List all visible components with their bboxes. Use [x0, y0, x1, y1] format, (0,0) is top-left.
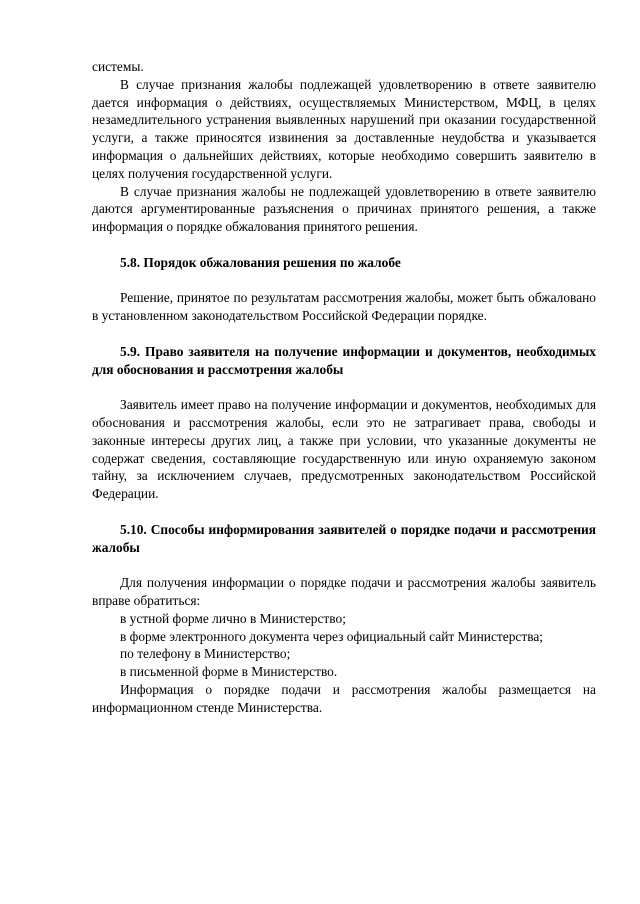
paragraph-5-10-final: Информация о порядке подачи и рассмотрения жалобы размещается на информационном стенде Министерства. [92, 681, 596, 715]
paragraph-5-8: Решение, принятое по результатам рассмотрения жалобы, может быть обжаловано в установленном законодательством Российской Федерации порядке. [92, 290, 596, 324]
spacer [92, 236, 596, 254]
paragraph-5-10-intro: Для получения информации о порядке подачи и рассмотрения жалобы заявитель вправе обратиться: [92, 575, 596, 608]
spacer [92, 378, 596, 396]
list-item: в письменной форме в Министерство. [120, 664, 338, 680]
section-heading-5-9: 5.9. Право заявителя на получение информации и документов, необходимых для обоснования и рассмотрения жалобы [92, 343, 596, 377]
spacer [92, 325, 596, 343]
document-page [92, 58, 596, 716]
list-item: в форме электронного документа через официальный сайт Министерства; [120, 628, 544, 644]
section-heading-5-8: 5.8. Порядок обжалования решения по жалобе [120, 254, 401, 270]
section-heading-5-10: 5.10. Способы информирования заявителей о порядке подачи и рассмотрения жалобы [92, 521, 596, 555]
spacer [92, 503, 596, 521]
list-item: в устной форме лично в Министерство; [120, 610, 346, 626]
list-item: по телефону в Министерство; [120, 646, 291, 662]
paragraph-complaint-satisfied: В случае признания жалобы подлежащей удовлетворению в ответе заявителю дается информация о действиях, осуществляемых Министерством, МФЦ, в целях незамедлительного устранения выявленных нарушений при оказании государственной услуги, а также приносятся извинения за доставленные неудобства и указывается информация о дальнейших действиях, которые необходимо совершить заявителю в целях получения государственной услуги. [92, 76, 596, 181]
paragraph-continuation: системы. [92, 59, 144, 74]
spacer [92, 556, 596, 574]
paragraph-complaint-not-satisfied: В случае признания жалобы не подлежащей удовлетворению в ответе заявителю даются аргументированные разъяснения о причинах принятого решения, а также информация о порядке обжалования принятого решения. [92, 183, 596, 235]
paragraph-5-9: Заявитель имеет право на получение информации и документов, необходимых для обоснования и рассмотрения жалобы, если это не затрагивает права, свободы и законные интересы других лиц, а также при условии, что указанные документы не содержат сведения, составляющие государственную или иную охраняемую законом тайну, за исключением случаев, предусмотренных законодательством Российской Федерации. [92, 397, 596, 502]
spacer [92, 272, 596, 290]
